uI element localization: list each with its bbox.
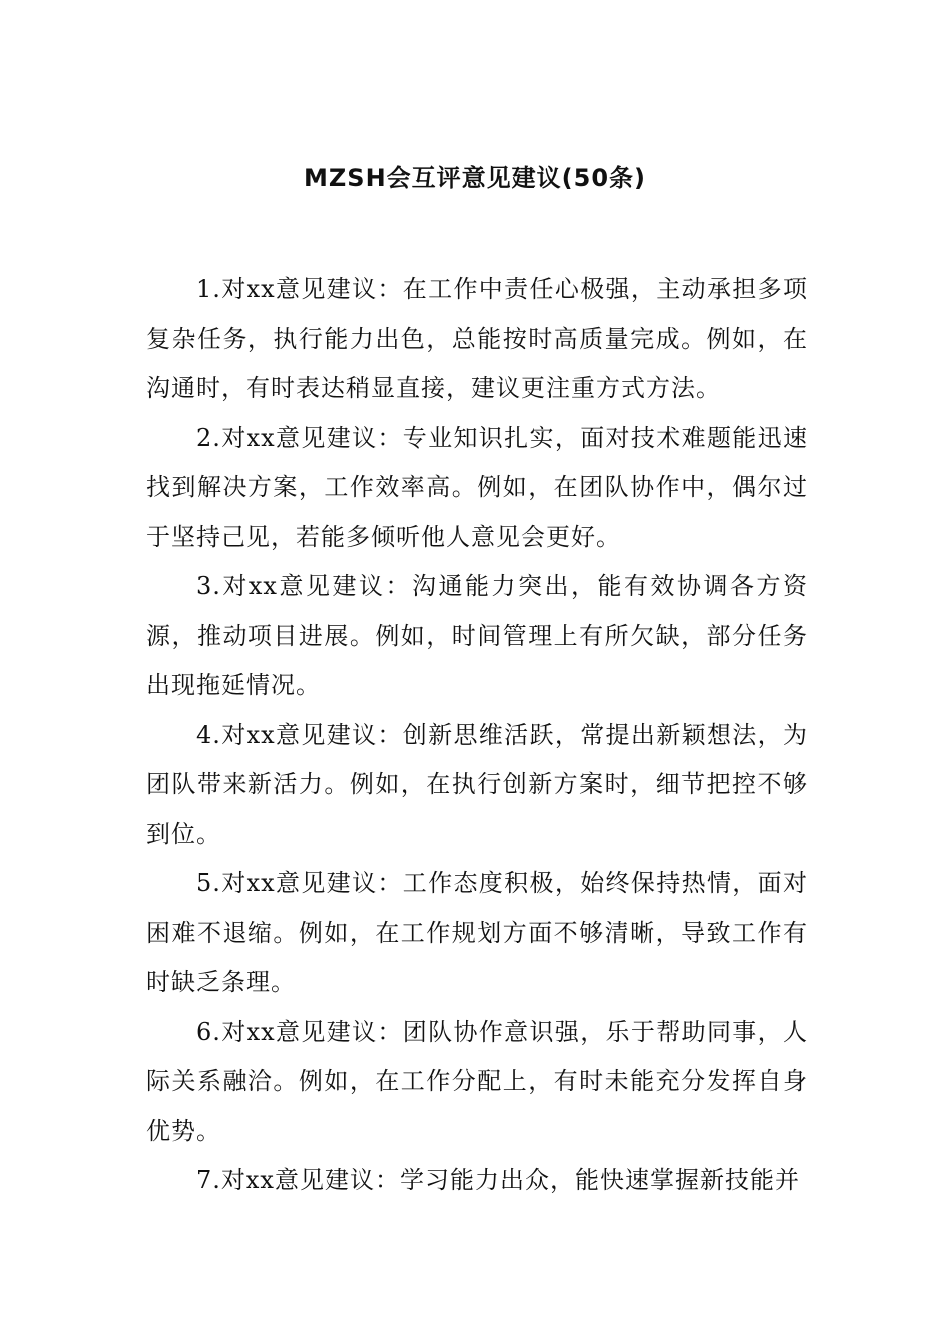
paragraph-3: 3.对xx意见建议：沟通能力突出，能有效协调各方资源，推动项目进展。例如，时间管理上有所欠缺，部分任务出现拖延情况。 [146,572,808,699]
paragraph-6: 6.对xx意见建议：团队协作意识强，乐于帮助同事，人际关系融洽。例如，在工作分配上，有时未能充分发挥自身优势。 [146,1017,808,1145]
document-body [146,265,808,1206]
paragraph-1: 1.对xx意见建议：在工作中责任心极强，主动承担多项复杂任务，执行能力出色，总能按时高质量完成。例如，在沟通时，有时表达稍显直接，建议更注重方式方法。 [146,275,808,402]
paragraph-4: 4.对xx意见建议：创新思维活跃，常提出新颖想法，为团队带来新活力。例如，在执行创新方案时，细节把控不够到位。 [146,720,808,848]
paragraph-5: 5.对xx意见建议：工作态度积极，始终保持热情，面对困难不退缩。例如，在工作规划方面不够清晰，导致工作有时缺乏条理。 [146,869,808,996]
document-title: MZSH会互评意见建议(50条) [304,164,646,192]
paragraph-2: 2.对xx意见建议：专业知识扎实，面对技术难题能迅速找到解决方案，工作效率高。例如，在团队协作中，偶尔过于坚持己见，若能多倾听他人意见会更好。 [146,423,808,551]
paragraph-7: 7.对xx意见建议：学习能力出众，能快速掌握新技能并 [196,1166,800,1194]
